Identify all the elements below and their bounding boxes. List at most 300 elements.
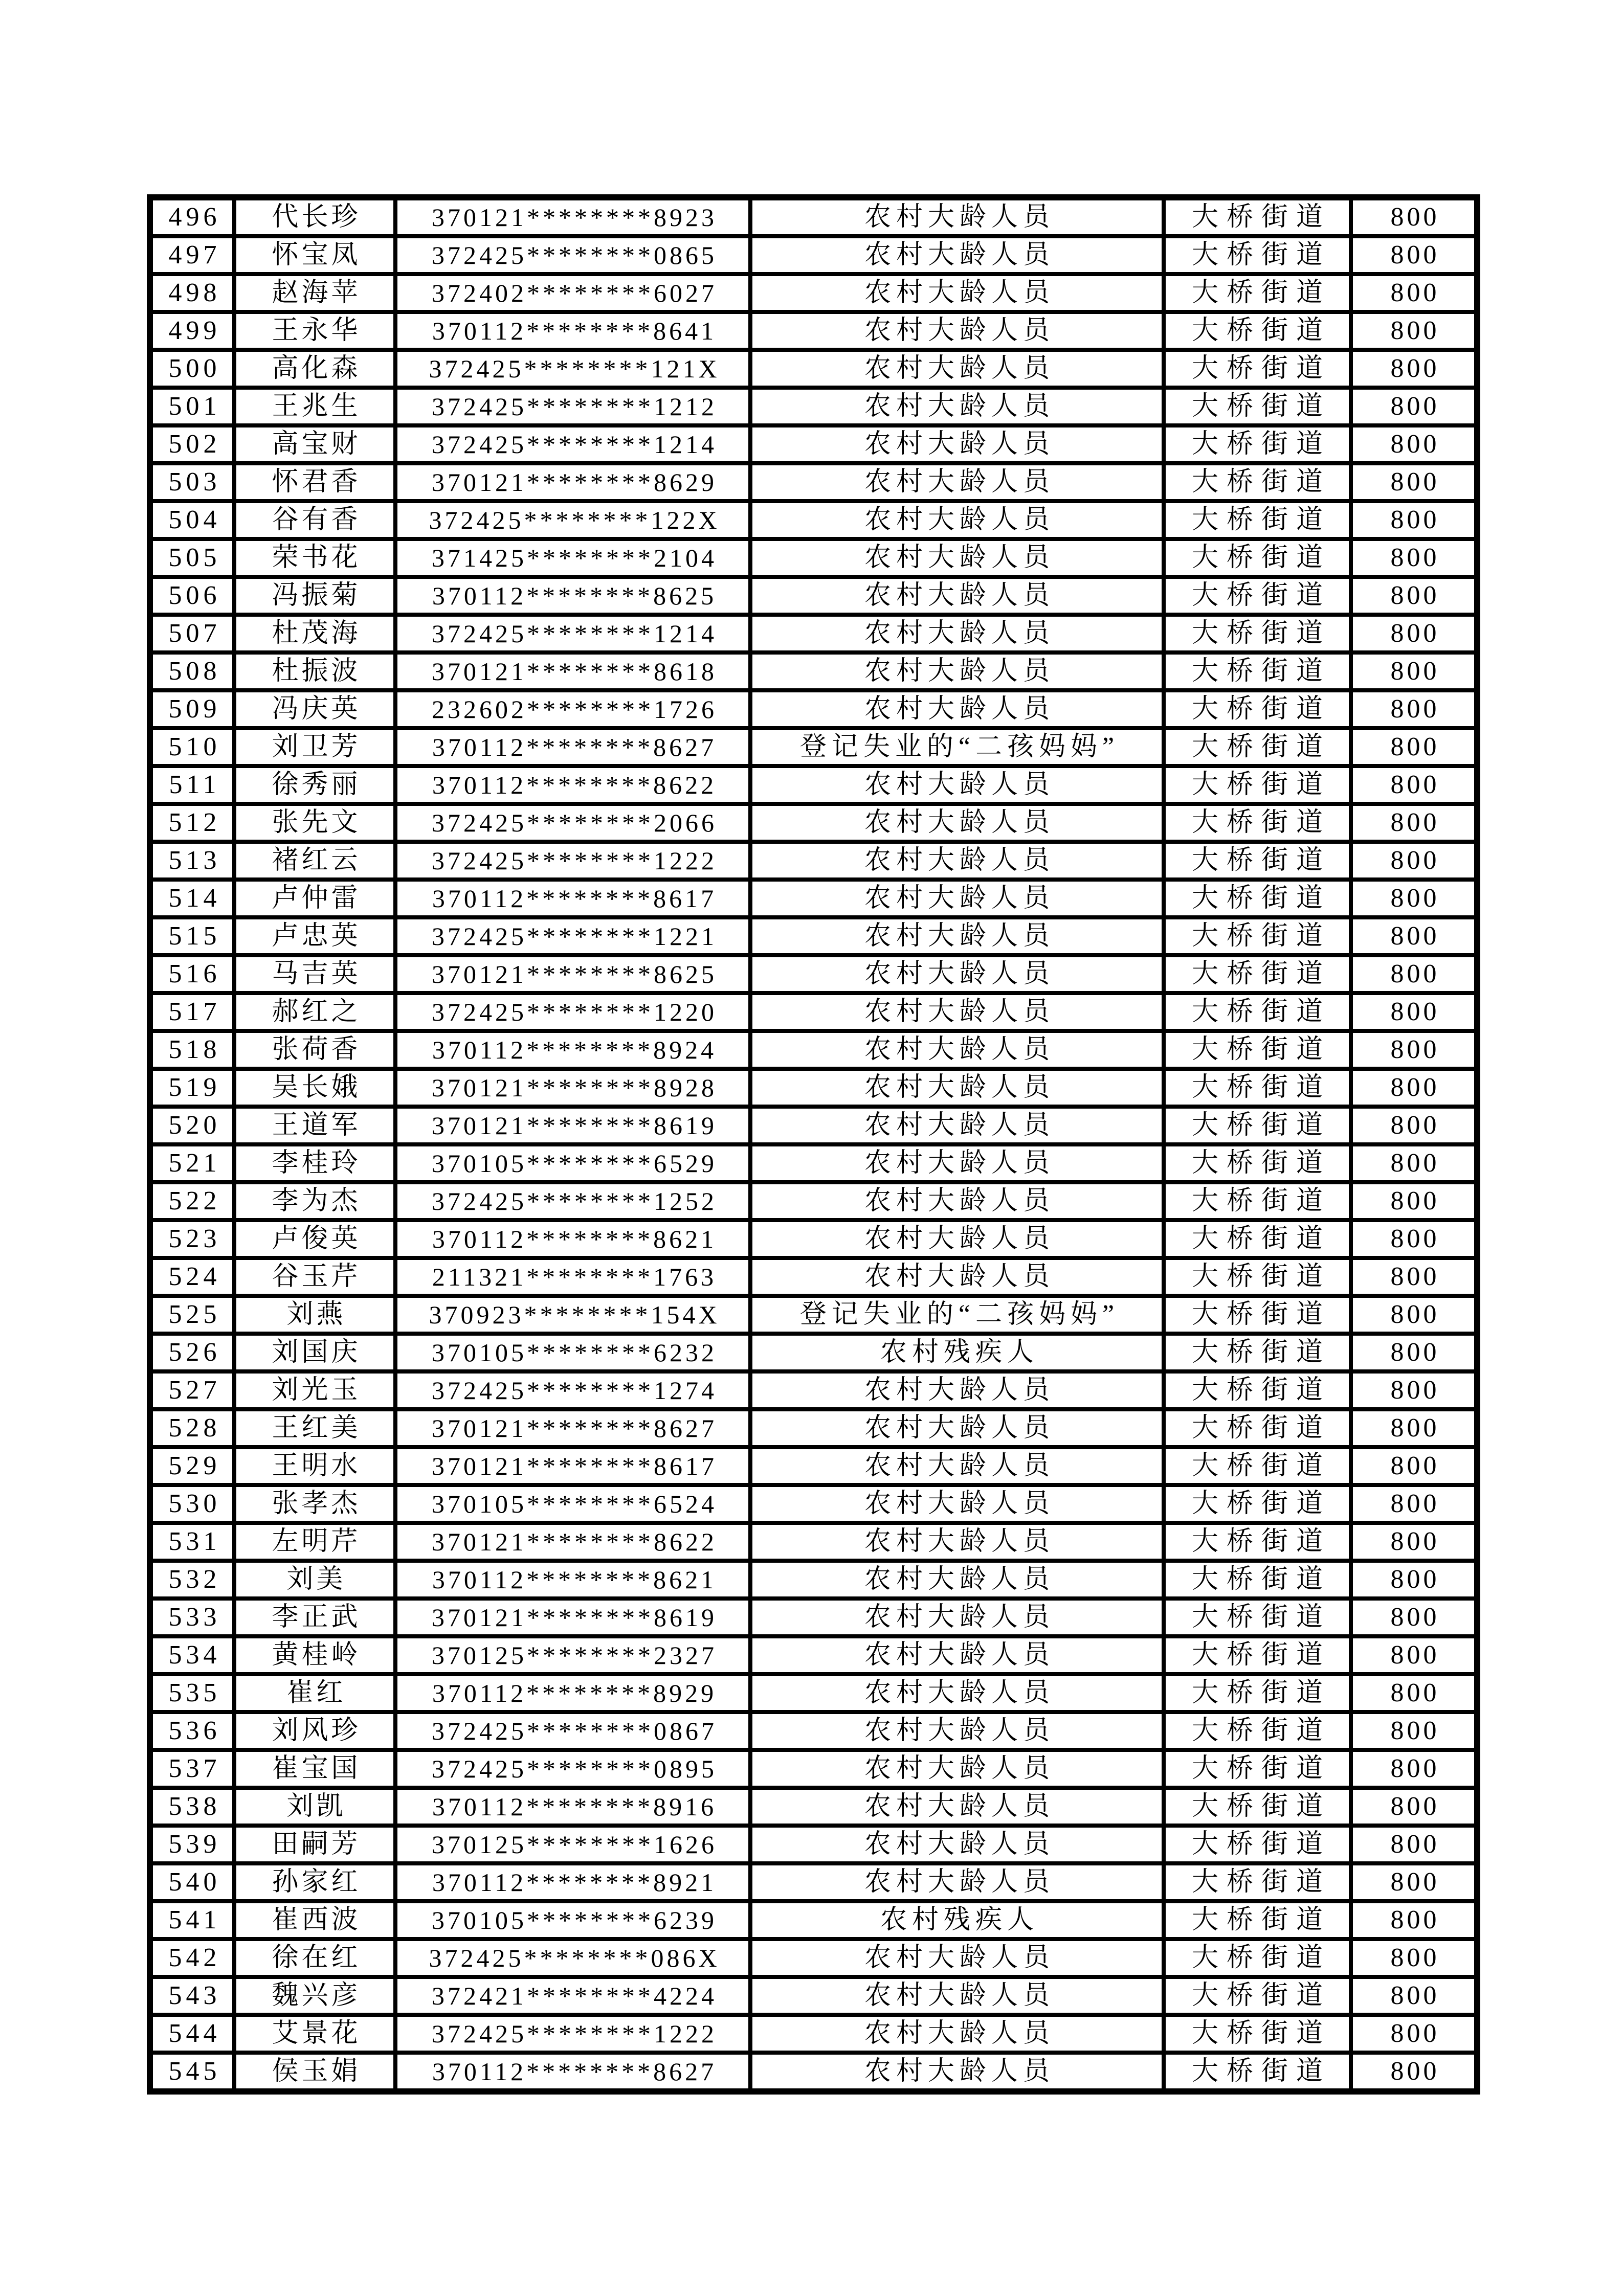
cell-id-number: 371425********2104 bbox=[395, 539, 750, 577]
cell-person-name: 荣书花 bbox=[234, 539, 395, 577]
cell-category: 农村大龄人员 bbox=[750, 463, 1164, 501]
cell-person-name: 徐在红 bbox=[234, 1939, 395, 1977]
cell-amount: 800 bbox=[1351, 615, 1477, 652]
cell-street: 大桥街道 bbox=[1164, 917, 1351, 955]
cell-street: 大桥街道 bbox=[1164, 1031, 1351, 1069]
cell-street: 大桥街道 bbox=[1164, 1258, 1351, 1296]
cell-serial-number: 511 bbox=[150, 766, 234, 804]
table-row bbox=[150, 1334, 1477, 1371]
cell-street: 大桥街道 bbox=[1164, 1485, 1351, 1523]
cell-category: 农村大龄人员 bbox=[750, 1977, 1164, 2015]
cell-person-name: 冯庆英 bbox=[234, 690, 395, 728]
table-row bbox=[150, 1939, 1477, 1977]
table-row bbox=[150, 804, 1477, 842]
cell-person-name: 刘凯 bbox=[234, 1788, 395, 1826]
cell-serial-number: 520 bbox=[150, 1107, 234, 1144]
cell-street: 大桥街道 bbox=[1164, 274, 1351, 312]
cell-category: 农村大龄人员 bbox=[750, 1674, 1164, 1712]
table-row bbox=[150, 1144, 1477, 1182]
cell-id-number: 211321********1763 bbox=[395, 1258, 750, 1296]
cell-category: 农村大龄人员 bbox=[750, 1750, 1164, 1788]
table-row bbox=[150, 501, 1477, 539]
cell-category: 农村大龄人员 bbox=[750, 1144, 1164, 1182]
cell-amount: 800 bbox=[1351, 425, 1477, 463]
cell-category: 农村大龄人员 bbox=[750, 2053, 1164, 2091]
cell-category: 农村大龄人员 bbox=[750, 1182, 1164, 1220]
cell-street: 大桥街道 bbox=[1164, 1296, 1351, 1334]
cell-street: 大桥街道 bbox=[1164, 1712, 1351, 1750]
table-row bbox=[150, 463, 1477, 501]
cell-id-number: 370112********8921 bbox=[395, 1863, 750, 1901]
cell-street: 大桥街道 bbox=[1164, 1939, 1351, 1977]
table-row bbox=[150, 1220, 1477, 1258]
table-row bbox=[150, 1523, 1477, 1561]
cell-person-name: 刘国庆 bbox=[234, 1334, 395, 1371]
cell-id-number: 370125********1626 bbox=[395, 1826, 750, 1863]
cell-category: 农村大龄人员 bbox=[750, 766, 1164, 804]
cell-id-number: 370112********8641 bbox=[395, 312, 750, 350]
cell-amount: 800 bbox=[1351, 1599, 1477, 1636]
cell-id-number: 372425********1214 bbox=[395, 425, 750, 463]
cell-amount: 800 bbox=[1351, 1144, 1477, 1182]
cell-serial-number: 539 bbox=[150, 1826, 234, 1863]
cell-id-number: 370105********6524 bbox=[395, 1485, 750, 1523]
cell-serial-number: 535 bbox=[150, 1674, 234, 1712]
table-row bbox=[150, 236, 1477, 274]
cell-person-name: 张荷香 bbox=[234, 1031, 395, 1069]
cell-category: 农村大龄人员 bbox=[750, 425, 1164, 463]
cell-street: 大桥街道 bbox=[1164, 690, 1351, 728]
table-row bbox=[150, 1636, 1477, 1674]
cell-id-number: 372425********0865 bbox=[395, 236, 750, 274]
cell-id-number: 232602********1726 bbox=[395, 690, 750, 728]
cell-category: 农村大龄人员 bbox=[750, 1031, 1164, 1069]
cell-street: 大桥街道 bbox=[1164, 842, 1351, 880]
cell-amount: 800 bbox=[1351, 728, 1477, 766]
cell-street: 大桥街道 bbox=[1164, 539, 1351, 577]
cell-category: 农村大龄人员 bbox=[750, 1258, 1164, 1296]
cell-serial-number: 526 bbox=[150, 1334, 234, 1371]
cell-person-name: 崔红 bbox=[234, 1674, 395, 1712]
cell-serial-number: 505 bbox=[150, 539, 234, 577]
cell-person-name: 冯振菊 bbox=[234, 577, 395, 615]
table-row bbox=[150, 197, 1477, 236]
cell-street: 大桥街道 bbox=[1164, 1863, 1351, 1901]
table-row bbox=[150, 1599, 1477, 1636]
cell-street: 大桥街道 bbox=[1164, 350, 1351, 388]
table-row bbox=[150, 1447, 1477, 1485]
cell-amount: 800 bbox=[1351, 197, 1477, 236]
cell-serial-number: 498 bbox=[150, 274, 234, 312]
cell-serial-number: 536 bbox=[150, 1712, 234, 1750]
cell-category: 农村大龄人员 bbox=[750, 1447, 1164, 1485]
cell-street: 大桥街道 bbox=[1164, 880, 1351, 917]
table-row bbox=[150, 1182, 1477, 1220]
cell-category: 农村残疾人 bbox=[750, 1901, 1164, 1939]
table-row bbox=[150, 1977, 1477, 2015]
table-row bbox=[150, 1750, 1477, 1788]
cell-amount: 800 bbox=[1351, 652, 1477, 690]
cell-serial-number: 514 bbox=[150, 880, 234, 917]
cell-street: 大桥街道 bbox=[1164, 2053, 1351, 2091]
cell-amount: 800 bbox=[1351, 501, 1477, 539]
cell-amount: 800 bbox=[1351, 539, 1477, 577]
table-row bbox=[150, 615, 1477, 652]
cell-id-number: 372425********1222 bbox=[395, 2015, 750, 2053]
cell-person-name: 谷玉芹 bbox=[234, 1258, 395, 1296]
table-row bbox=[150, 1712, 1477, 1750]
cell-category: 农村大龄人员 bbox=[750, 1826, 1164, 1863]
cell-id-number: 370105********6529 bbox=[395, 1144, 750, 1182]
cell-person-name: 卢仲雷 bbox=[234, 880, 395, 917]
cell-serial-number: 525 bbox=[150, 1296, 234, 1334]
cell-person-name: 吴长娥 bbox=[234, 1069, 395, 1107]
cell-person-name: 高宝财 bbox=[234, 425, 395, 463]
cell-serial-number: 523 bbox=[150, 1220, 234, 1258]
cell-amount: 800 bbox=[1351, 1561, 1477, 1599]
cell-person-name: 刘光玉 bbox=[234, 1371, 395, 1409]
table-row bbox=[150, 425, 1477, 463]
cell-id-number: 370121********8619 bbox=[395, 1107, 750, 1144]
cell-serial-number: 503 bbox=[150, 463, 234, 501]
cell-id-number: 372425********1220 bbox=[395, 993, 750, 1031]
cell-person-name: 王永华 bbox=[234, 312, 395, 350]
cell-amount: 800 bbox=[1351, 1901, 1477, 1939]
cell-serial-number: 533 bbox=[150, 1599, 234, 1636]
cell-person-name: 高化森 bbox=[234, 350, 395, 388]
cell-amount: 800 bbox=[1351, 993, 1477, 1031]
cell-street: 大桥街道 bbox=[1164, 1182, 1351, 1220]
table-row bbox=[150, 880, 1477, 917]
cell-category: 农村大龄人员 bbox=[750, 1863, 1164, 1901]
cell-category: 农村大龄人员 bbox=[750, 880, 1164, 917]
cell-serial-number: 497 bbox=[150, 236, 234, 274]
cell-amount: 800 bbox=[1351, 1107, 1477, 1144]
cell-street: 大桥街道 bbox=[1164, 804, 1351, 842]
cell-amount: 800 bbox=[1351, 955, 1477, 993]
cell-person-name: 李正武 bbox=[234, 1599, 395, 1636]
table-row bbox=[150, 1863, 1477, 1901]
cell-street: 大桥街道 bbox=[1164, 615, 1351, 652]
cell-category: 农村大龄人员 bbox=[750, 652, 1164, 690]
cell-category: 农村大龄人员 bbox=[750, 197, 1164, 236]
cell-person-name: 左明芹 bbox=[234, 1523, 395, 1561]
cell-id-number: 370112********8621 bbox=[395, 1220, 750, 1258]
cell-serial-number: 507 bbox=[150, 615, 234, 652]
cell-category: 农村大龄人员 bbox=[750, 1485, 1164, 1523]
cell-id-number: 372425********0867 bbox=[395, 1712, 750, 1750]
cell-category: 农村大龄人员 bbox=[750, 312, 1164, 350]
cell-street: 大桥街道 bbox=[1164, 1069, 1351, 1107]
cell-serial-number: 509 bbox=[150, 690, 234, 728]
cell-id-number: 370923********154X bbox=[395, 1296, 750, 1334]
cell-amount: 800 bbox=[1351, 880, 1477, 917]
cell-id-number: 370112********8617 bbox=[395, 880, 750, 917]
cell-amount: 800 bbox=[1351, 2015, 1477, 2053]
cell-amount: 800 bbox=[1351, 1485, 1477, 1523]
cell-category: 农村大龄人员 bbox=[750, 350, 1164, 388]
table-row bbox=[150, 842, 1477, 880]
cell-category: 农村大龄人员 bbox=[750, 1069, 1164, 1107]
cell-serial-number: 524 bbox=[150, 1258, 234, 1296]
cell-id-number: 372425********122X bbox=[395, 501, 750, 539]
cell-serial-number: 508 bbox=[150, 652, 234, 690]
cell-serial-number: 521 bbox=[150, 1144, 234, 1182]
cell-id-number: 372425********1214 bbox=[395, 615, 750, 652]
table-row bbox=[150, 1826, 1477, 1863]
cell-serial-number: 530 bbox=[150, 1485, 234, 1523]
cell-street: 大桥街道 bbox=[1164, 236, 1351, 274]
cell-id-number: 370121********8928 bbox=[395, 1069, 750, 1107]
cell-street: 大桥街道 bbox=[1164, 463, 1351, 501]
cell-serial-number: 506 bbox=[150, 577, 234, 615]
cell-street: 大桥街道 bbox=[1164, 766, 1351, 804]
cell-serial-number: 532 bbox=[150, 1561, 234, 1599]
cell-street: 大桥街道 bbox=[1164, 1371, 1351, 1409]
cell-amount: 800 bbox=[1351, 1939, 1477, 1977]
table-row bbox=[150, 1674, 1477, 1712]
table-row bbox=[150, 2053, 1477, 2091]
cell-id-number: 370121********8923 bbox=[395, 197, 750, 236]
table-row bbox=[150, 1901, 1477, 1939]
table-row bbox=[150, 1107, 1477, 1144]
cell-category: 农村大龄人员 bbox=[750, 577, 1164, 615]
cell-street: 大桥街道 bbox=[1164, 577, 1351, 615]
cell-person-name: 怀君香 bbox=[234, 463, 395, 501]
cell-id-number: 370121********8619 bbox=[395, 1599, 750, 1636]
cell-category: 农村大龄人员 bbox=[750, 955, 1164, 993]
cell-id-number: 372425********2066 bbox=[395, 804, 750, 842]
cell-serial-number: 512 bbox=[150, 804, 234, 842]
cell-id-number: 370112********8625 bbox=[395, 577, 750, 615]
cell-amount: 800 bbox=[1351, 1977, 1477, 2015]
cell-id-number: 370121********8625 bbox=[395, 955, 750, 993]
cell-street: 大桥街道 bbox=[1164, 993, 1351, 1031]
cell-person-name: 赵海苹 bbox=[234, 274, 395, 312]
cell-street: 大桥街道 bbox=[1164, 2015, 1351, 2053]
cell-street: 大桥街道 bbox=[1164, 1523, 1351, 1561]
cell-id-number: 370112********8929 bbox=[395, 1674, 750, 1712]
cell-category: 农村大龄人员 bbox=[750, 1561, 1164, 1599]
cell-serial-number: 516 bbox=[150, 955, 234, 993]
cell-category: 农村大龄人员 bbox=[750, 1636, 1164, 1674]
cell-person-name: 卢忠英 bbox=[234, 917, 395, 955]
cell-person-name: 王明水 bbox=[234, 1447, 395, 1485]
cell-id-number: 372425********1212 bbox=[395, 388, 750, 425]
table-row bbox=[150, 1258, 1477, 1296]
cell-category: 农村大龄人员 bbox=[750, 1523, 1164, 1561]
table-row bbox=[150, 1409, 1477, 1447]
cell-street: 大桥街道 bbox=[1164, 728, 1351, 766]
table-row bbox=[150, 539, 1477, 577]
cell-serial-number: 531 bbox=[150, 1523, 234, 1561]
cell-person-name: 李为杰 bbox=[234, 1182, 395, 1220]
table-row bbox=[150, 955, 1477, 993]
cell-amount: 800 bbox=[1351, 690, 1477, 728]
cell-amount: 800 bbox=[1351, 1447, 1477, 1485]
cell-category: 农村大龄人员 bbox=[750, 1220, 1164, 1258]
cell-amount: 800 bbox=[1351, 2053, 1477, 2091]
cell-amount: 800 bbox=[1351, 766, 1477, 804]
cell-person-name: 李桂玲 bbox=[234, 1144, 395, 1182]
cell-amount: 800 bbox=[1351, 274, 1477, 312]
cell-street: 大桥街道 bbox=[1164, 501, 1351, 539]
cell-amount: 800 bbox=[1351, 917, 1477, 955]
cell-serial-number: 522 bbox=[150, 1182, 234, 1220]
cell-id-number: 370121********8629 bbox=[395, 463, 750, 501]
cell-person-name: 马吉英 bbox=[234, 955, 395, 993]
table-row bbox=[150, 766, 1477, 804]
document-sheet bbox=[147, 194, 1480, 2095]
cell-id-number: 370112********8621 bbox=[395, 1561, 750, 1599]
cell-street: 大桥街道 bbox=[1164, 955, 1351, 993]
cell-category: 农村大龄人员 bbox=[750, 501, 1164, 539]
cell-street: 大桥街道 bbox=[1164, 1901, 1351, 1939]
cell-amount: 800 bbox=[1351, 312, 1477, 350]
beneficiary-table bbox=[147, 194, 1480, 2095]
cell-id-number: 370121********8618 bbox=[395, 652, 750, 690]
cell-amount: 800 bbox=[1351, 1031, 1477, 1069]
cell-street: 大桥街道 bbox=[1164, 425, 1351, 463]
cell-serial-number: 496 bbox=[150, 197, 234, 236]
cell-amount: 800 bbox=[1351, 1636, 1477, 1674]
cell-street: 大桥街道 bbox=[1164, 312, 1351, 350]
cell-category: 农村大龄人员 bbox=[750, 917, 1164, 955]
table-row bbox=[150, 1296, 1477, 1334]
cell-serial-number: 501 bbox=[150, 388, 234, 425]
table-row bbox=[150, 1371, 1477, 1409]
cell-person-name: 王兆生 bbox=[234, 388, 395, 425]
cell-street: 大桥街道 bbox=[1164, 1144, 1351, 1182]
cell-person-name: 谷有香 bbox=[234, 501, 395, 539]
cell-amount: 800 bbox=[1351, 1826, 1477, 1863]
cell-person-name: 徐秀丽 bbox=[234, 766, 395, 804]
cell-serial-number: 527 bbox=[150, 1371, 234, 1409]
table-row bbox=[150, 993, 1477, 1031]
table-body bbox=[150, 197, 1477, 2091]
cell-street: 大桥街道 bbox=[1164, 1220, 1351, 1258]
cell-id-number: 370121********8627 bbox=[395, 1409, 750, 1447]
cell-street: 大桥街道 bbox=[1164, 1788, 1351, 1826]
cell-id-number: 372425********0895 bbox=[395, 1750, 750, 1788]
cell-street: 大桥街道 bbox=[1164, 1636, 1351, 1674]
cell-id-number: 370105********6232 bbox=[395, 1334, 750, 1371]
cell-category: 农村大龄人员 bbox=[750, 1107, 1164, 1144]
cell-person-name: 崔宝国 bbox=[234, 1750, 395, 1788]
cell-amount: 800 bbox=[1351, 1296, 1477, 1334]
cell-category: 农村大龄人员 bbox=[750, 1712, 1164, 1750]
cell-serial-number: 541 bbox=[150, 1901, 234, 1939]
cell-person-name: 王道军 bbox=[234, 1107, 395, 1144]
cell-category: 登记失业的“二孩妈妈” bbox=[750, 728, 1164, 766]
table-row bbox=[150, 350, 1477, 388]
cell-serial-number: 499 bbox=[150, 312, 234, 350]
cell-amount: 800 bbox=[1351, 1069, 1477, 1107]
cell-id-number: 370112********8627 bbox=[395, 2053, 750, 2091]
cell-id-number: 370125********2327 bbox=[395, 1636, 750, 1674]
cell-category: 农村大龄人员 bbox=[750, 615, 1164, 652]
cell-serial-number: 504 bbox=[150, 501, 234, 539]
cell-serial-number: 518 bbox=[150, 1031, 234, 1069]
cell-amount: 800 bbox=[1351, 236, 1477, 274]
cell-person-name: 黄桂岭 bbox=[234, 1636, 395, 1674]
table-row bbox=[150, 1561, 1477, 1599]
cell-amount: 800 bbox=[1351, 1182, 1477, 1220]
cell-person-name: 侯玉娟 bbox=[234, 2053, 395, 2091]
table-row bbox=[150, 274, 1477, 312]
cell-category: 农村大龄人员 bbox=[750, 690, 1164, 728]
cell-street: 大桥街道 bbox=[1164, 1561, 1351, 1599]
cell-id-number: 372421********4224 bbox=[395, 1977, 750, 2015]
cell-person-name: 刘燕 bbox=[234, 1296, 395, 1334]
cell-street: 大桥街道 bbox=[1164, 1674, 1351, 1712]
table-row bbox=[150, 2015, 1477, 2053]
cell-amount: 800 bbox=[1351, 1371, 1477, 1409]
cell-amount: 800 bbox=[1351, 1674, 1477, 1712]
cell-amount: 800 bbox=[1351, 1220, 1477, 1258]
cell-amount: 800 bbox=[1351, 804, 1477, 842]
table-row bbox=[150, 388, 1477, 425]
cell-serial-number: 543 bbox=[150, 1977, 234, 2015]
cell-id-number: 370112********8627 bbox=[395, 728, 750, 766]
cell-category: 农村大龄人员 bbox=[750, 1788, 1164, 1826]
cell-category: 登记失业的“二孩妈妈” bbox=[750, 1296, 1164, 1334]
cell-person-name: 田嗣芳 bbox=[234, 1826, 395, 1863]
table-row bbox=[150, 917, 1477, 955]
cell-id-number: 370112********8916 bbox=[395, 1788, 750, 1826]
cell-street: 大桥街道 bbox=[1164, 1599, 1351, 1636]
cell-amount: 800 bbox=[1351, 463, 1477, 501]
table-row bbox=[150, 577, 1477, 615]
cell-category: 农村大龄人员 bbox=[750, 388, 1164, 425]
cell-id-number: 372425********086X bbox=[395, 1939, 750, 1977]
cell-serial-number: 513 bbox=[150, 842, 234, 880]
cell-category: 农村大龄人员 bbox=[750, 236, 1164, 274]
cell-amount: 800 bbox=[1351, 1863, 1477, 1901]
cell-person-name: 张先文 bbox=[234, 804, 395, 842]
cell-serial-number: 534 bbox=[150, 1636, 234, 1674]
cell-person-name: 魏兴彦 bbox=[234, 1977, 395, 2015]
table-row bbox=[150, 1788, 1477, 1826]
cell-street: 大桥街道 bbox=[1164, 1447, 1351, 1485]
cell-serial-number: 515 bbox=[150, 917, 234, 955]
cell-serial-number: 502 bbox=[150, 425, 234, 463]
cell-serial-number: 519 bbox=[150, 1069, 234, 1107]
cell-id-number: 372425********1222 bbox=[395, 842, 750, 880]
cell-id-number: 370121********8622 bbox=[395, 1523, 750, 1561]
cell-id-number: 372425********1221 bbox=[395, 917, 750, 955]
cell-category: 农村大龄人员 bbox=[750, 1599, 1164, 1636]
cell-serial-number: 537 bbox=[150, 1750, 234, 1788]
cell-category: 农村大龄人员 bbox=[750, 539, 1164, 577]
cell-serial-number: 542 bbox=[150, 1939, 234, 1977]
cell-person-name: 艾景花 bbox=[234, 2015, 395, 2053]
cell-person-name: 卢俊英 bbox=[234, 1220, 395, 1258]
cell-id-number: 370105********6239 bbox=[395, 1901, 750, 1939]
cell-category: 农村残疾人 bbox=[750, 1334, 1164, 1371]
cell-street: 大桥街道 bbox=[1164, 1826, 1351, 1863]
cell-amount: 800 bbox=[1351, 842, 1477, 880]
cell-street: 大桥街道 bbox=[1164, 197, 1351, 236]
cell-category: 农村大龄人员 bbox=[750, 842, 1164, 880]
cell-person-name: 刘美 bbox=[234, 1561, 395, 1599]
cell-street: 大桥街道 bbox=[1164, 1750, 1351, 1788]
cell-street: 大桥街道 bbox=[1164, 1107, 1351, 1144]
cell-street: 大桥街道 bbox=[1164, 1977, 1351, 2015]
cell-person-name: 王红美 bbox=[234, 1409, 395, 1447]
cell-id-number: 372425********121X bbox=[395, 350, 750, 388]
cell-category: 农村大龄人员 bbox=[750, 1939, 1164, 1977]
